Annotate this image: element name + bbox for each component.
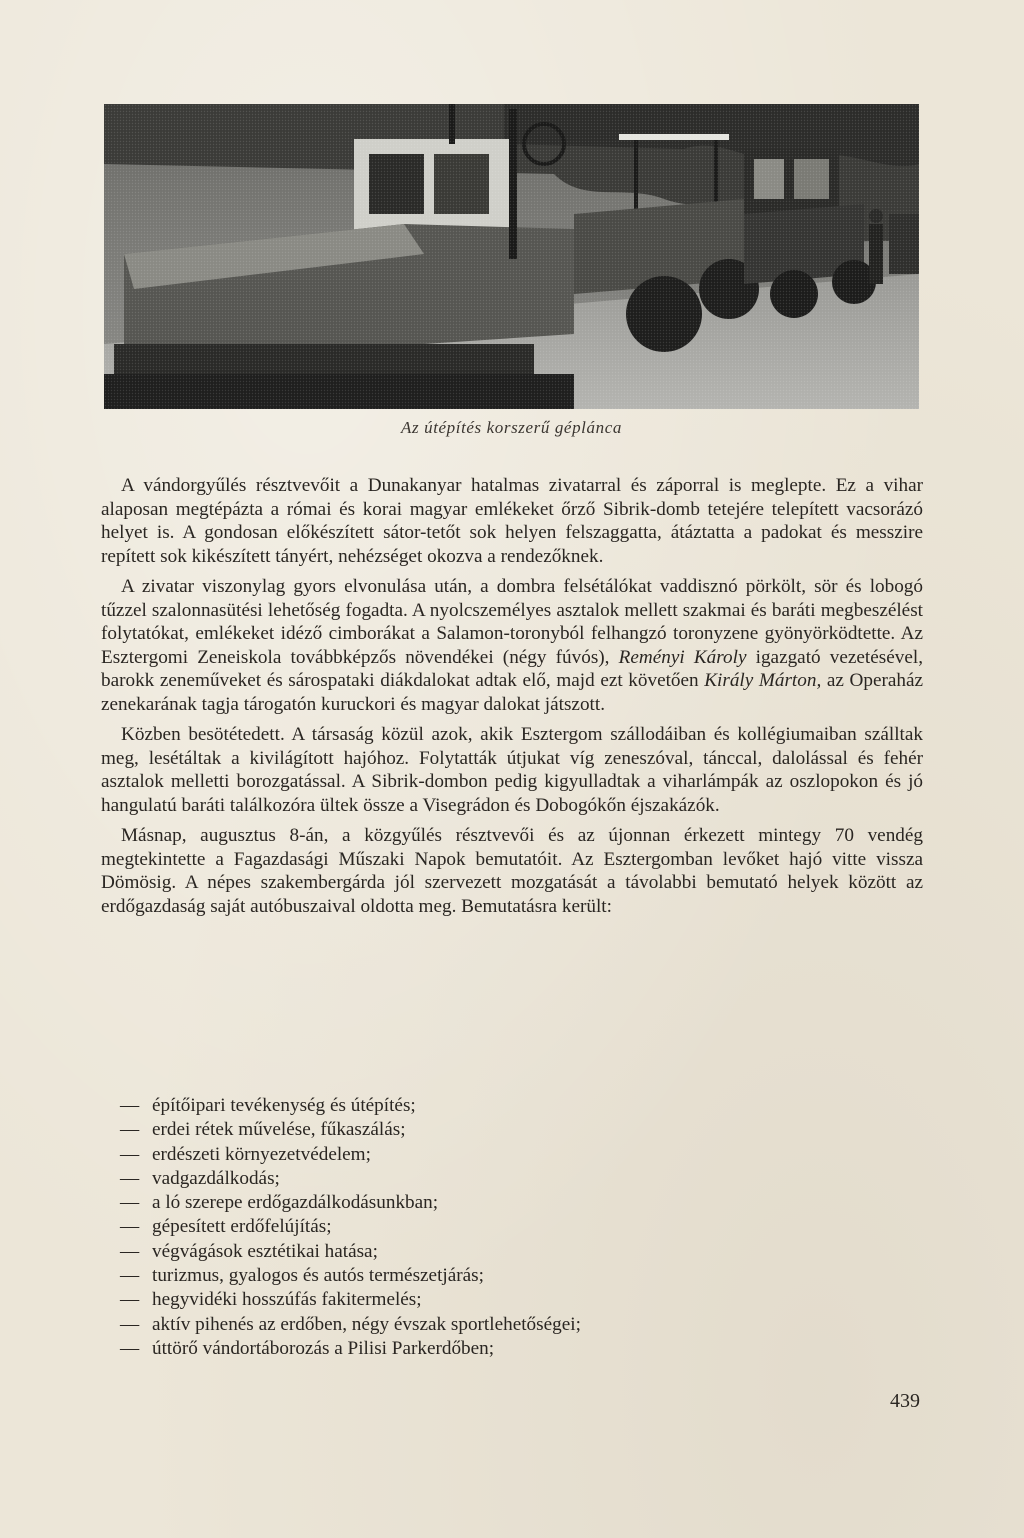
dash-bullet: — — [120, 1216, 140, 1238]
paragraph-1: A vándorgyűlés résztvevőit a Dunakanyar hatalmas zivatarral és záporral is meglepte. Ez a vihar alaposan megtépázta a római és korai magyar emlékeket őrző Sibrik-domb tetejére telepített vacsorázó helyet is. A gondosan előkészített sátor-tetőt sok helyen felszaggatta, átáztatta a padokat és messzire repített sok kikészített tányért, nehézséget okozva a rendezőknek. — [101, 475, 923, 567]
dash-bullet: — — [120, 1337, 140, 1359]
paragraph-3: Közben besötétedett. A társaság közül azok, akik Esztergom szállodáiban és kollégiumaiban szálltak meg, lesétáltak a kivilágított hajóhoz. Folytatták útjukat víg zeneszóval, tánccal, dalolással és fehér asztalok melletti borozgatással. A Sibrik-dombon pedig kigyulladtak a viharlámpák az oszlopokon és jó hangulatú baráti találkozóra ültek össze a Visegrádon és Dobogókőn éjszakázók. — [101, 724, 923, 816]
dash-bullet: — — [120, 1265, 140, 1287]
list-item — [120, 1191, 920, 1215]
list-item-text: építőipari tevékenység és útépítés; — [152, 1095, 416, 1116]
list-item — [120, 1167, 920, 1191]
road-construction-machinery-photo-icon — [104, 104, 919, 409]
list-item-text: hegyvidéki hosszúfás fakitermelés; — [152, 1289, 422, 1311]
list-item — [120, 1143, 920, 1167]
dash-bullet: — — [120, 1095, 140, 1116]
list-item — [120, 1240, 920, 1264]
list-item — [120, 1313, 920, 1337]
list-item — [120, 1337, 920, 1361]
list-item-text: a ló szerepe erdőgazdálkodásunkban; — [152, 1192, 439, 1214]
paragraph-2-part-3: az Operaház zenekarának tagja tárogatón kuruckori és magyar dalokat játszott. — [101, 670, 923, 715]
list-item — [120, 1215, 920, 1239]
paragraph-2-part-2: igazgató vezetésével, barokk zeneműveket és sárospataki diákdalokat adtak elő, majd ezt követően — [101, 646, 923, 691]
list-item — [120, 1094, 920, 1118]
list-item-text: turizmus, gyalogos és autós természetjárás; — [152, 1265, 484, 1287]
dash-bullet: — — [120, 1240, 140, 1262]
list-item-text: végvágások esztétikai hatása; — [152, 1240, 378, 1262]
person-name-kiraly: Király Márton, — [704, 670, 822, 691]
presentation-list — [120, 1094, 920, 1361]
road-machinery-photo — [104, 104, 919, 409]
photo-caption: Az útépítés korszerű géplánca — [401, 418, 622, 437]
list-item — [120, 1288, 920, 1312]
article-body — [101, 474, 923, 925]
list-item-text: aktív pihenés az erdőben, négy évszak sportlehetőségei; — [152, 1313, 581, 1335]
list-item — [120, 1118, 920, 1142]
list-item-text: vadgazdálkodás; — [152, 1167, 280, 1189]
paragraph-4: Másnap, augusztus 8-án, a közgyűlés résztvevői és az újonnan érkezett mintegy 70 vendég megtekintette a Fagazdasági Műszaki Napok bemutatóit. Az Esztergomban levőket hajó vitte vissza Dömösig. A népes szakembergárda jól szervezett mozgatását a távolabbi bemutató helyek között az erdőgazdaság saját autóbuszaival oldotta meg. Bemutatásra került: — [101, 825, 923, 917]
dash-bullet: — — [120, 1289, 140, 1311]
page-number: 439 — [890, 1390, 920, 1412]
dash-bullet: — — [120, 1167, 140, 1189]
list-item-text: úttörő vándortáborozás a Pilisi Parkerdőben; — [152, 1337, 495, 1359]
dash-bullet: — — [120, 1119, 140, 1141]
dash-bullet: — — [120, 1192, 140, 1214]
paragraph-2 — [101, 575, 923, 716]
person-name-remenyi: Reményi Károly — [618, 646, 747, 668]
list-item-text: gépesített erdőfelújítás; — [152, 1216, 332, 1238]
paragraph-2-part-1: A zivatar viszonylag gyors elvonulása után, a dombra felsétálókat vaddisznó pörkölt, sör és lobogó tűzzel szalonnasütési lehetőség fogadta. A nyolcszemélyes asztalok mellett szakmai és baráti megbeszélést folytatókat, emlékeket idéző cimborákat a Salamon-toronyból felhangzó toronyzene gyönyörködtette. Az Esztergomi Zeneiskola továbbképzős növendékei (négy fúvós), — [101, 576, 923, 668]
list-item-text: erdei rétek művelése, fűkaszálás; — [152, 1119, 406, 1141]
dash-bullet: — — [120, 1143, 140, 1165]
list-item — [120, 1264, 920, 1288]
list-item-text: erdészeti környezetvédelem; — [152, 1143, 371, 1165]
dash-bullet: — — [120, 1313, 140, 1335]
